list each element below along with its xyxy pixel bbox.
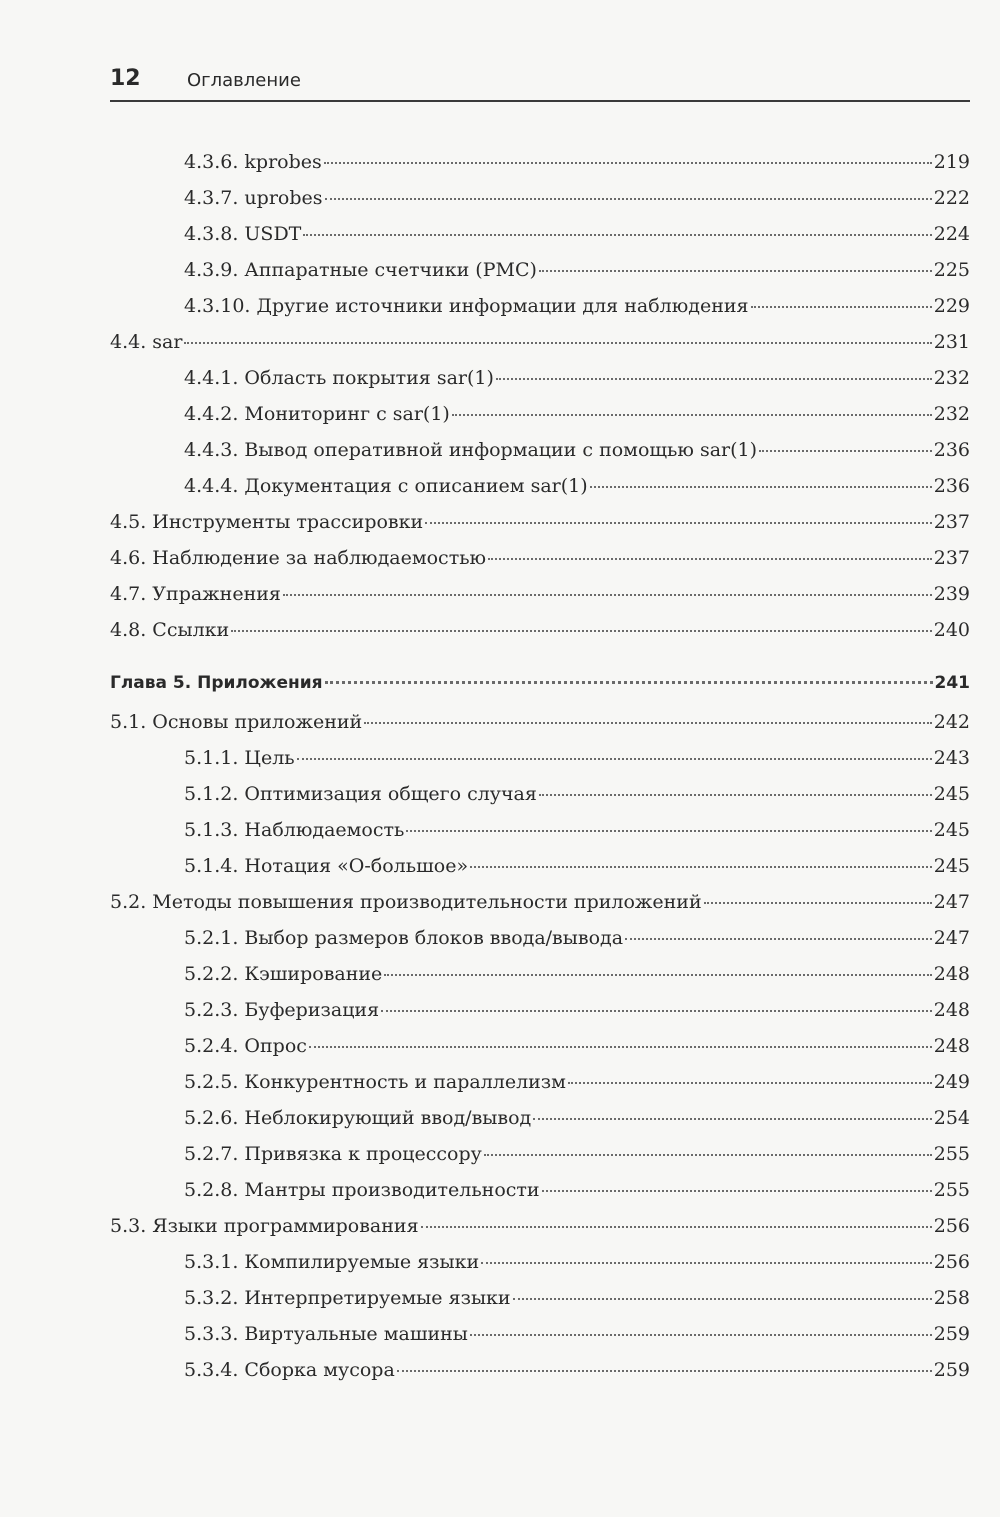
- toc-subsection-entry: [110, 1251, 970, 1287]
- toc-leader-dots: [481, 1262, 932, 1264]
- toc-entry-page: 256: [933, 1251, 970, 1273]
- toc-entry-page: 254: [933, 1107, 970, 1129]
- toc-entry-page: 258: [933, 1287, 970, 1309]
- toc-subsection-entry: [110, 223, 970, 259]
- toc-leader-dots: [421, 1226, 932, 1228]
- toc-entry-label: 4.8. Ссылки: [110, 619, 230, 641]
- toc-entry-label: 5.2.7. Привязка к процессору: [184, 1143, 482, 1165]
- toc-entry-page: 255: [933, 1143, 970, 1165]
- toc-entry-page: 219: [933, 151, 970, 173]
- toc-subsection-entry: [110, 1143, 970, 1179]
- toc-entry-page: 231: [933, 331, 970, 353]
- toc-entry-page: 240: [933, 619, 970, 641]
- toc-entry-label: 5.3.4. Сборка мусора: [184, 1359, 395, 1381]
- toc-entry-page: 243: [933, 747, 970, 769]
- table-of-contents: [110, 151, 970, 1395]
- toc-subsection-entry: [110, 1323, 970, 1359]
- toc-leader-dots: [397, 1370, 932, 1372]
- toc-leader-dots: [184, 342, 931, 344]
- toc-leader-dots: [283, 594, 932, 596]
- toc-subsection-entry: [110, 819, 970, 855]
- toc-entry-label: 4.4.1. Область покрытия sar(1): [184, 367, 494, 389]
- toc-subsection-entry: [110, 439, 970, 475]
- toc-entry-page: 247: [933, 927, 970, 949]
- toc-chapter-heading: [110, 673, 970, 709]
- page-header: [110, 64, 970, 102]
- toc-entry-page: 237: [933, 547, 970, 569]
- toc-leader-dots: [384, 974, 931, 976]
- toc-subsection-entry: [110, 1359, 970, 1395]
- toc-subsection-entry: [110, 295, 970, 331]
- toc-leader-dots: [406, 830, 931, 832]
- toc-entry-label: 5.2.3. Буферизация: [184, 999, 380, 1021]
- toc-leader-dots: [568, 1082, 932, 1084]
- toc-subsection-entry: [110, 151, 970, 187]
- toc-section-entry: [110, 619, 970, 655]
- toc-entry-label: 4.4.4. Документация с описанием sar(1): [184, 475, 588, 497]
- toc-entry-page: 256: [933, 1215, 970, 1237]
- toc-leader-dots: [625, 938, 932, 940]
- toc-entry-page: 255: [933, 1179, 970, 1201]
- toc-leader-dots: [704, 902, 932, 904]
- toc-entry-label: 4.3.8. USDT: [184, 223, 302, 245]
- page-number: 12: [110, 66, 141, 91]
- toc-entry-label: 4.7. Упражнения: [110, 583, 281, 605]
- toc-entry-label: 5.3.1. Компилируемые языки: [184, 1251, 480, 1273]
- toc-entry-page: 245: [933, 783, 970, 805]
- toc-entry-page: 248: [933, 1035, 970, 1057]
- toc-section-entry: [110, 511, 970, 547]
- toc-leader-dots: [297, 758, 932, 760]
- toc-entry-page: 232: [933, 403, 970, 425]
- toc-entry-label: 5.1.2. Оптимизация общего случая: [184, 783, 537, 805]
- toc-entry-page: 239: [933, 583, 970, 605]
- toc-leader-dots: [513, 1298, 932, 1300]
- toc-entry-label: 5.2.2. Кэширование: [184, 963, 383, 985]
- toc-leader-dots: [381, 1010, 932, 1012]
- toc-leader-dots: [542, 1190, 932, 1192]
- toc-entry-page: 259: [933, 1323, 970, 1345]
- toc-entry-label: 5.2.8. Мантры производительности: [184, 1179, 540, 1201]
- toc-section-entry: [110, 331, 970, 367]
- running-title: Оглавление: [187, 70, 301, 91]
- toc-entry-label: 5.2.4. Опрос: [184, 1035, 307, 1057]
- toc-leader-dots: [484, 1154, 932, 1156]
- toc-entry-label: 4.4. sar: [110, 331, 183, 353]
- toc-entry-page: 236: [933, 475, 970, 497]
- toc-subsection-entry: [110, 747, 970, 783]
- toc-entry-label: 5.3.2. Интерпретируемые языки: [184, 1287, 511, 1309]
- toc-subsection-entry: [110, 1035, 970, 1071]
- toc-entry-page: 248: [933, 963, 970, 985]
- toc-leader-dots: [759, 450, 932, 452]
- toc-leader-dots: [325, 681, 933, 684]
- toc-chapter-label: Глава 5. Приложения: [110, 673, 323, 693]
- toc-leader-dots: [303, 234, 931, 236]
- toc-entry-page: 232: [933, 367, 970, 389]
- toc-subsection-entry: [110, 1179, 970, 1215]
- toc-entry-label: 5.1.1. Цель: [184, 747, 295, 769]
- toc-entry-label: 4.4.3. Вывод оперативной информации с помощью sar(1): [184, 439, 758, 461]
- toc-entry-page: 242: [933, 711, 970, 733]
- toc-leader-dots: [496, 378, 932, 380]
- toc-entry-page: 247: [933, 891, 970, 913]
- toc-leader-dots: [539, 794, 932, 796]
- toc-section-entry: [110, 891, 970, 927]
- toc-leader-dots: [425, 522, 932, 524]
- toc-subsection-entry: [110, 963, 970, 999]
- toc-entry-page: 245: [933, 819, 970, 841]
- toc-leader-dots: [452, 414, 932, 416]
- toc-leader-dots: [751, 306, 932, 308]
- toc-entry-label: 4.3.10. Другие источники информации для наблюдения: [184, 295, 749, 317]
- toc-leader-dots: [539, 270, 932, 272]
- toc-subsection-entry: [110, 927, 970, 963]
- toc-leader-dots: [533, 1118, 932, 1120]
- toc-section-entry: [110, 1215, 970, 1251]
- toc-subsection-entry: [110, 367, 970, 403]
- toc-entry-label: 4.4.2. Мониторинг с sar(1): [184, 403, 450, 425]
- toc-leader-dots: [488, 558, 932, 560]
- toc-entry-label: 5.1. Основы приложений: [110, 711, 363, 733]
- toc-leader-dots: [324, 162, 932, 164]
- toc-entry-label: 4.3.9. Аппаратные счетчики (PMC): [184, 259, 537, 281]
- toc-group-chapter-5: [110, 711, 970, 1395]
- toc-entry-page: 222: [933, 187, 970, 209]
- toc-entry-page: 249: [933, 1071, 970, 1093]
- toc-section-entry: [110, 547, 970, 583]
- toc-leader-dots: [364, 722, 932, 724]
- toc-entry-label: 5.3. Языки программирования: [110, 1215, 419, 1237]
- toc-entry-page: 248: [933, 999, 970, 1021]
- toc-entry-label: 4.6. Наблюдение за наблюдаемостью: [110, 547, 487, 569]
- toc-entry-label: 5.1.4. Нотация «О-большое»: [184, 855, 469, 877]
- toc-leader-dots: [470, 866, 932, 868]
- toc-subsection-entry: [110, 1107, 970, 1143]
- toc-leader-dots: [325, 198, 932, 200]
- toc-entry-label: 4.3.6. kprobes: [184, 151, 322, 173]
- toc-entry-label: 5.1.3. Наблюдаемость: [184, 819, 405, 841]
- toc-entry-label: 5.3.3. Виртуальные машины: [184, 1323, 468, 1345]
- toc-chapter-page: 241: [934, 673, 970, 693]
- toc-entry-page: 224: [933, 223, 970, 245]
- toc-subsection-entry: [110, 403, 970, 439]
- toc-subsection-entry: [110, 259, 970, 295]
- toc-entry-label: 4.3.7. uprobes: [184, 187, 323, 209]
- toc-entry-label: 4.5. Инструменты трассировки: [110, 511, 424, 533]
- toc-section-entry: [110, 583, 970, 619]
- toc-group-chapter-4: [110, 151, 970, 655]
- toc-entry-label: 5.2.1. Выбор размеров блоков ввода/вывода: [184, 927, 624, 949]
- toc-entry-page: 225: [933, 259, 970, 281]
- toc-entry-label: 5.2.6. Неблокирующий ввод/вывод: [184, 1107, 532, 1129]
- toc-entry-label: 5.2. Методы повышения производительности приложений: [110, 891, 702, 913]
- toc-leader-dots: [470, 1334, 932, 1336]
- toc-entry-page: 236: [933, 439, 970, 461]
- toc-subsection-entry: [110, 187, 970, 223]
- toc-subsection-entry: [110, 783, 970, 819]
- toc-subsection-entry: [110, 855, 970, 891]
- toc-leader-dots: [590, 486, 932, 488]
- toc-subsection-entry: [110, 1287, 970, 1323]
- toc-entry-page: 237: [933, 511, 970, 533]
- toc-leader-dots: [309, 1046, 932, 1048]
- toc-subsection-entry: [110, 999, 970, 1035]
- toc-entry-label: 5.2.5. Конкурентность и параллелизм: [184, 1071, 566, 1093]
- toc-entry-page: 259: [933, 1359, 970, 1381]
- toc-subsection-entry: [110, 475, 970, 511]
- toc-entry-page: 245: [933, 855, 970, 877]
- toc-subsection-entry: [110, 1071, 970, 1107]
- toc-section-entry: [110, 711, 970, 747]
- toc-leader-dots: [231, 630, 932, 632]
- toc-entry-page: 229: [933, 295, 970, 317]
